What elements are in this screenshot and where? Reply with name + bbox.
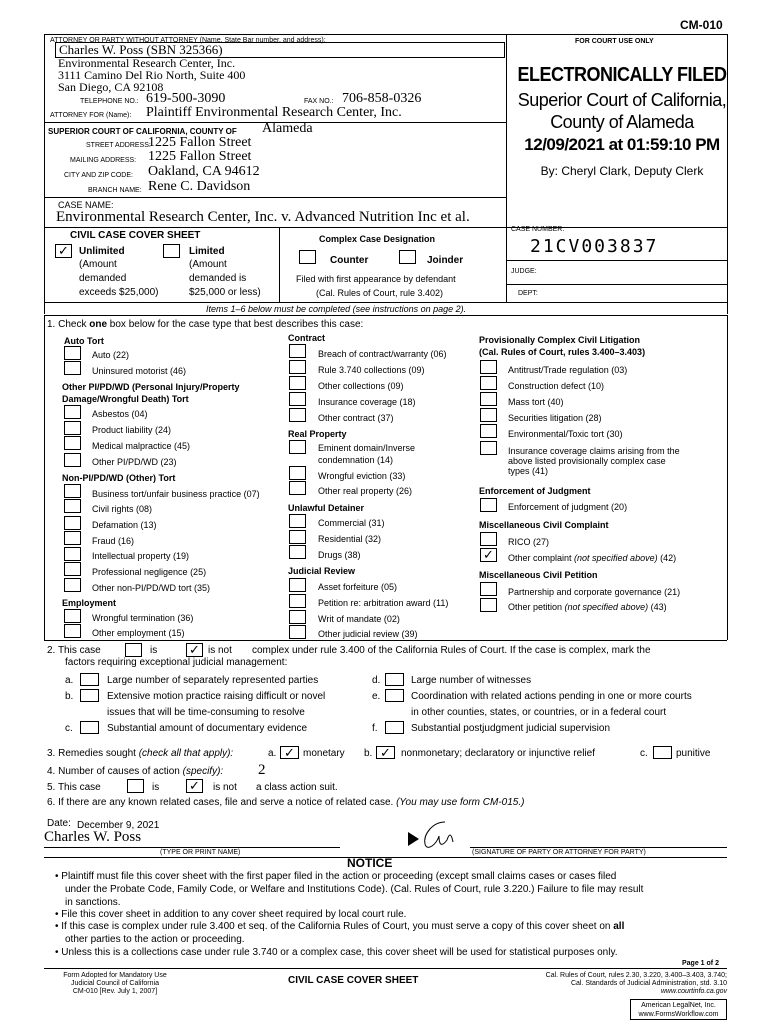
insurance-label: Insurance coverage (18) [318,397,416,407]
commercial-label: Commercial (31) [318,518,385,528]
medical-checkbox[interactable] [64,436,81,450]
asset-checkbox[interactable] [289,578,306,592]
heading-contract: Contract [288,333,326,343]
otherjud-label: Other judicial review (39) [318,629,418,639]
notice-title: NOTICE [347,856,393,870]
factor-f-checkbox[interactable] [385,721,404,734]
fraud-checkbox[interactable] [64,531,81,545]
business-checkbox[interactable] [64,484,81,498]
othernon-checkbox[interactable] [64,578,81,592]
mass-label: Mass tort (40) [508,397,564,407]
eminent-label-1: Eminent domain/Inverse [318,443,416,453]
auto-label: Auto (22) [92,350,130,360]
enf-checkbox[interactable] [480,498,497,512]
checkmark-icon: ✓ [58,243,69,258]
class-isnot-checkbox[interactable] [186,779,203,793]
drugs-label: Drugs (38) [318,550,361,560]
securities-checkbox[interactable] [480,408,497,422]
telephone-label: TELEPHONE NO.: [80,98,139,105]
partnership-checkbox[interactable] [480,582,497,596]
punitive-label: punitive [676,748,711,759]
insclaims-label-1: Insurance coverage claims arising from the [508,446,680,456]
factor-c-letter: c. [65,723,73,734]
stamp-line-1: ELECTRONICALLY FILED [517,62,727,86]
limited-note-1: (Amount [189,259,227,270]
monetary-label: monetary [303,748,345,759]
insurance-checkbox[interactable] [289,392,306,406]
checkmark-icon: ✓ [189,778,200,793]
page-number: Page 1 of 2 [682,960,719,967]
heading-auto-tort: Auto Tort [64,336,104,346]
factor-e-checkbox[interactable] [385,689,404,702]
signature-arrow-and-scribble [405,814,465,854]
mass-checkbox[interactable] [480,392,497,406]
heading-non-pi: Non-PI/PD/WD (Other) Tort [62,473,176,483]
eviction-label: Wrongful eviction (33) [318,471,406,481]
construction-checkbox[interactable] [480,376,497,390]
limited-note-2: demanded is [189,273,247,284]
form-id: CM-010 [680,18,723,32]
city-label: CITY AND ZIP CODE: [64,172,133,179]
unlimited-note-3: exceeds $25,000) [79,287,159,298]
remedy-c-letter: c. [640,748,648,759]
checkmark-icon: ✓ [284,745,295,760]
ip-checkbox[interactable] [64,547,81,561]
factor-b-checkbox[interactable] [80,689,99,702]
insclaims-label-2: above listed provisionally complex case [508,456,666,466]
medical-label: Medical malpractice (45) [92,441,191,451]
heading-misc-petition: Miscellaneous Civil Petition [479,570,598,580]
factor-d-label: Large number of witnesses [411,675,532,686]
dept-label: DEPT: [518,290,538,297]
factor-e-label-2: in other counties, states, or countries, or in a federal court [411,707,667,718]
item2-text-2: factors requiring exceptional judicial management: [65,657,288,668]
enf-label: Enforcement of judgment (20) [508,502,628,512]
attorney-for-label: ATTORNEY FOR (Name): [50,112,132,119]
item5-label: 5. This case [47,782,101,793]
othercoll-label: Other collections (09) [318,381,404,391]
othercomplaint-checkbox[interactable] [480,548,497,562]
class-isnot-label: is not [213,782,237,793]
factor-b-letter: b. [65,691,74,702]
construction-label: Construction defect (10) [508,381,605,391]
business-label: Business tort/unfair business practice (07) [92,489,260,499]
remedy-b-letter: b. [364,748,373,759]
wrongful-label: Wrongful termination (36) [92,613,194,623]
footer-left-3: CM-010 [Rev. July 1, 2007] [72,988,158,995]
defamation-checkbox[interactable] [64,516,81,530]
joinder-checkbox[interactable] [399,250,416,264]
rico-checkbox[interactable] [480,532,497,546]
type-name-label: (TYPE OR PRINT NAME) [160,849,241,856]
rule3740-checkbox[interactable] [289,360,306,374]
otherreal-label: Other real property (26) [318,486,413,496]
complex-isnot-checkbox[interactable] [186,643,203,657]
drugs-checkbox[interactable] [289,545,306,559]
factor-e-label-1: Coordination with related actions pending in one or more courts [411,691,692,702]
env-checkbox[interactable] [480,424,497,438]
attorney-name-field[interactable]: Charles W. Poss (SBN 325366) [55,42,505,58]
item2-label: 2. This case [47,645,101,656]
checkmark-icon: ✓ [380,745,391,760]
residential-label: Residential (32) [318,534,382,544]
limited-label: Limited [189,246,225,257]
asset-label: Asset forfeiture (05) [318,582,398,592]
writ-label: Writ of mandate (02) [318,614,400,624]
othercontract-label: Other contract (37) [318,413,394,423]
wrongful-checkbox[interactable] [64,609,81,623]
civil-checkbox[interactable] [64,499,81,513]
unlimited-note-1: (Amount [79,259,117,270]
petition-arb-checkbox[interactable] [289,594,306,608]
telephone-field[interactable]: 619-500-3090 [146,91,226,106]
footer-left-2: Judicial Council of California [71,980,159,987]
county-field[interactable]: Alameda [262,121,313,136]
factor-d-letter: d. [372,675,381,686]
items-note: Items 1–6 below must be completed (see instructions on page 2). [206,304,467,314]
product-checkbox[interactable] [64,421,81,435]
case-number-field[interactable]: 21CV003837 [530,236,659,257]
complex-title: Complex Case Designation [319,234,436,244]
branch-label: BRANCH NAME: [88,187,142,194]
limited-note-3: $25,000 or less) [189,287,261,298]
uninsured-checkbox[interactable] [64,361,81,375]
otherjud-checkbox[interactable] [289,625,306,639]
unlimited-note-2: demanded [79,273,127,284]
judge-label: JUDGE: [511,268,537,275]
counter-label: Counter [330,255,369,266]
petition-arb-label: Petition re: arbitration award (11) [318,598,449,608]
heading-prov-complex-2: (Cal. Rules of Court, rules 3.400–3.403) [479,347,646,357]
partnership-label: Partnership and corporate governance (21) [508,587,681,597]
professional-checkbox[interactable] [64,562,81,576]
legalnet-box [630,999,727,1020]
checkmark-icon: ✓ [189,642,200,657]
joinder-label: Joinder [427,255,464,266]
mailing-label: MAILING ADDRESS: [70,157,137,164]
env-label: Environmental/Toxic tort (30) [508,429,623,439]
city-field[interactable]: Oakland, CA 94612 [148,164,260,179]
defamation-label: Defamation (13) [92,520,157,530]
heading-other-pi-2: Damage/Wrongful Death) Tort [62,394,189,404]
court-label: SUPERIOR COURT OF CALIFORNIA, COUNTY OF [48,127,237,136]
complex-is-label: is [150,645,158,656]
factor-a-label: Large number of separately represented parties [107,675,319,686]
othercoll-checkbox[interactable] [289,376,306,390]
remedy-a-letter: a. [268,748,277,759]
heading-other-pi-1: Other PI/PD/WD (Personal Injury/Property [62,382,240,392]
attorney-header: ATTORNEY OR PARTY WITHOUT ATTORNEY (Name, State Bar number, and address): [50,37,326,44]
uninsured-label: Uninsured motorist (46) [92,366,187,376]
counter-checkbox[interactable] [299,250,316,264]
othercomplaint-label: Other complaint (not specified above) (42) [508,553,677,563]
footer-right-2: Cal. Standards of Judicial Administration, std. 3.10 [570,980,727,987]
rule3740-label: Rule 3.740 collections (09) [318,365,425,375]
otherpi-label: Other PI/PD/WD (23) [92,457,177,467]
insclaims-checkbox[interactable] [480,441,497,455]
securities-label: Securities litigation (28) [508,413,602,423]
heading-employment: Employment [62,598,117,608]
civil-label: Civil rights (08) [92,504,153,514]
residential-checkbox[interactable] [289,530,306,544]
complex-note-1: Filed with first appearance by defendant [296,274,456,284]
professional-label: Professional negligence (25) [92,567,207,577]
notice-text-3c: other parties to the action or proceeding. [65,934,245,945]
signer-name-field[interactable]: Charles W. Poss [44,829,142,845]
auto-checkbox[interactable] [64,346,81,360]
heading-enforcement: Enforcement of Judgment [479,486,591,496]
case-name-label: CASE NAME: [58,200,114,210]
notice-text-1c: in sanctions. [65,897,121,908]
asbestos-checkbox[interactable] [64,405,81,419]
punitive-checkbox[interactable] [653,746,672,759]
attorney-for-field[interactable]: Plaintiff Environmental Research Center, Inc. [146,105,402,120]
fax-label: FAX NO.: [304,98,334,105]
causes-of-action-field[interactable]: 2 [258,762,266,778]
notice-text-1b: under the Probate Code, Family Code, or Welfare and Institutions Code). (Cal. Rules of Court, rule 3.220.) Failure to file may result [65,884,644,895]
unlimited-label: Unlimited [79,246,125,257]
rico-label: RICO (27) [508,537,550,547]
notice-bullet-3: • If this case is complex under rule 3.400 et seq. of the California Rules of Court, you must serve a copy of this cover sheet on all [55,921,625,932]
street-label: STREET ADDRESS: [86,142,151,149]
factor-d-checkbox[interactable] [385,673,404,686]
heading-real-property: Real Property [288,429,347,439]
notice-bullet-4: • Unless this is a collections case under rule 3.740 or a complex case, this cover sheet will be used for statistical purposes only. [55,947,618,958]
factor-b-label-1: Extensive motion practice raising difficult or novel [107,691,326,702]
eminent-checkbox[interactable] [289,440,306,454]
item2-text: complex under rule 3.400 of the California Rules of Court. If the case is complex, mark the [252,645,651,656]
legalnet-text: American LegalNet, Inc. [641,1002,716,1009]
insclaims-label-3: types (41) [508,466,549,476]
otherpi-checkbox[interactable] [64,453,81,467]
item1-instruction: 1. Check one box below for the case type that best describes this case: [47,319,364,330]
factor-a-checkbox[interactable] [80,673,99,686]
complex-is-checkbox[interactable] [125,643,142,657]
factor-f-label: Substantial postjudgment judicial supervision [411,723,611,734]
fax-field[interactable]: 706-858-0326 [342,91,422,106]
otherreal-checkbox[interactable] [289,481,306,495]
otheremp-checkbox[interactable] [64,624,81,638]
factor-b-label-2: issues that will be time-consuming to resolve [107,707,305,718]
monetary-checkbox[interactable] [280,746,299,759]
heading-misc-complaint: Miscellaneous Civil Complaint [479,520,609,530]
heading-unlawful: Unlawful Detainer [288,503,365,513]
eminent-label-2: condemnation (14) [318,455,394,465]
footer-right-1: Cal. Rules of Court, rules 2.30, 3.220, 3.400–3.403, 3.740; [545,972,727,979]
date-label: Date: [47,818,71,829]
attorney-address-3: San Diego, CA 92108 [58,80,164,94]
asbestos-label: Asbestos (04) [92,409,148,419]
notice-bullet-2: • File this cover sheet in addition to any cover sheet required by local court rule. [55,909,407,920]
factor-c-label: Substantial amount of documentary evidence [107,723,308,734]
otherpetition-label: Other petition (not specified above) (43) [508,602,667,612]
checkmark-icon: ✓ [483,547,494,562]
court-use-label: FOR COURT USE ONLY [575,38,654,45]
antitrust-label: Antitrust/Trade regulation (03) [508,365,628,375]
mailing-field[interactable]: 1225 Fallon Street [148,149,252,164]
formsworkflow-link[interactable]: www.FormsWorkflow.com [638,1011,719,1018]
unlimited-checkbox[interactable] [55,244,72,258]
footer-left-1: Form Adopted for Mandatory Use [63,972,167,979]
case-name-field[interactable]: Environmental Research Center, Inc. v. Advanced Nutrition Inc et al. [56,209,470,225]
case-number-label: CASE NUMBER: [511,226,565,233]
notice-bullet-1: • Plaintiff must file this cover sheet with the first paper filed in the action or proceeding (except small claims cases or cases filed [55,871,617,882]
cover-title: CIVIL CASE COVER SHEET [70,230,201,241]
complex-isnot-label: is not [208,645,232,656]
item3-label: 3. Remedies sought (check all that apply): [47,748,234,759]
signature-label: (SIGNATURE OF PARTY OR ATTORNEY FOR PARTY) [472,849,646,856]
footer-website-link[interactable]: www.courtinfo.ca.gov [660,988,727,995]
breach-label: Breach of contract/warranty (06) [318,349,447,359]
heading-prov-complex-1: Provisionally Complex Civil Litigation [479,335,641,345]
heading-judicial: Judicial Review [288,566,356,576]
street-field[interactable]: 1225 Fallon Street [148,135,252,150]
item5-text: a class action suit. [256,782,338,793]
breach-checkbox[interactable] [289,344,306,358]
nonmonetary-checkbox[interactable] [376,746,395,759]
nonmonetary-label: nonmonetary; declaratory or injunctive relief [401,748,595,759]
factor-a-letter: a. [65,675,74,686]
factor-f-letter: f. [372,723,378,734]
fraud-label: Fraud (16) [92,536,135,546]
class-is-label: is [152,782,160,793]
otheremp-label: Other employment (15) [92,628,185,638]
factor-c-checkbox[interactable] [80,721,99,734]
date-field[interactable]: December 9, 2021 [77,820,160,831]
othercontract-checkbox[interactable] [289,408,306,422]
limited-checkbox[interactable] [163,244,180,258]
writ-checkbox[interactable] [289,610,306,624]
class-is-checkbox[interactable] [127,779,144,793]
antitrust-checkbox[interactable] [480,360,497,374]
branch-field[interactable]: Rene C. Davidson [148,179,251,194]
othernon-label: Other non-PI/PD/WD tort (35) [92,583,211,593]
product-label: Product liability (24) [92,425,172,435]
commercial-checkbox[interactable] [289,514,306,528]
factor-e-letter: e. [372,691,381,702]
item4-label: 4. Number of causes of action (specify): [47,766,224,777]
otherpetition-checkbox[interactable] [480,598,497,612]
complex-note-2: (Cal. Rules of Court, rule 3.402) [316,288,444,298]
attorney-address-1: Environmental Research Center, Inc. [58,56,236,70]
item6-text: 6. If there are any known related cases, file and serve a notice of related case. (You may use form CM-015.) [47,797,525,808]
stamp-line-2: Superior Court of California, [517,90,727,110]
stamp-line-4: 12/09/2021 at 01:59:10 PM [524,135,720,154]
ip-label: Intellectual property (19) [92,551,190,561]
stamp-line-5: By: Cheryl Clark, Deputy Clerk [540,164,704,178]
footer-title: CIVIL CASE COVER SHEET [288,975,419,986]
eviction-checkbox[interactable] [289,466,306,480]
attorney-address-2: 3111 Camino Del Rio North, Suite 400 [58,68,246,82]
stamp-line-3: County of Alameda [550,112,694,132]
